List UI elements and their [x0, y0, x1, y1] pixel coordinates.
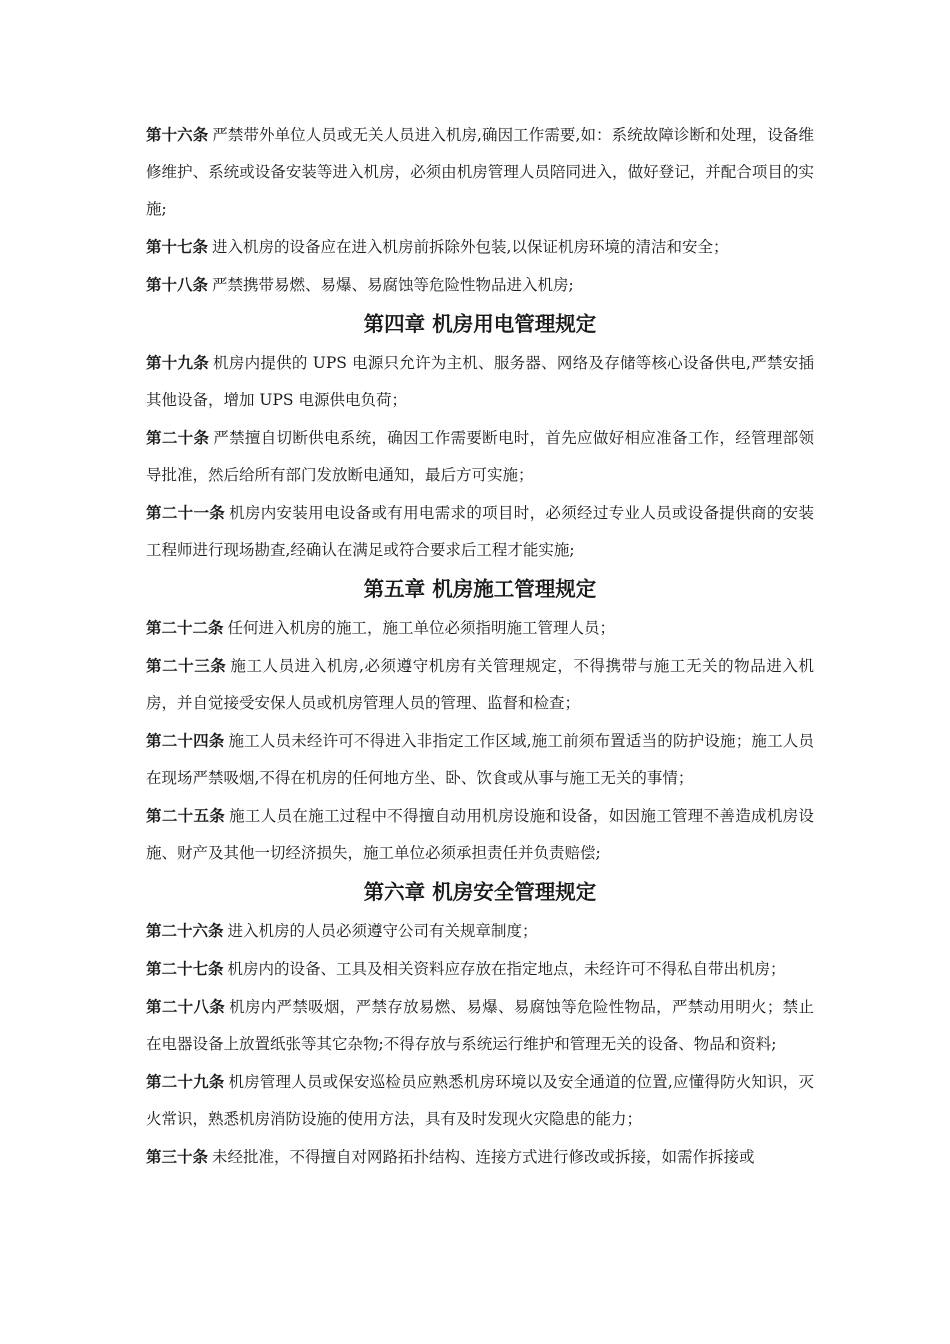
article-text: 施工人员进入机房,必须遵守机房有关管理规定，不得携带与施工无关的物品进入机房，并自觉接受安保人员或机房管理人员的管理、监督和检查； [146, 657, 814, 712]
chapter-4-heading: 第四章 机房用电管理规定 [363, 312, 597, 336]
article-17 [146, 228, 814, 266]
article-text: 未经批准，不得擅自对网路拓扑结构、连接方式进行修改或拆接，如需作拆接或 [212, 1148, 755, 1166]
article-text: 严禁擅自切断供电系统，确因工作需要断电时，首先应做好相应准备工作，经管理部领导批准，然后给所有部门发放断电通知，最后方可实施； [146, 429, 814, 484]
article-number: 第二十四条 [146, 731, 225, 750]
article-text: 机房内的设备、工具及相关资料应存放在指定地点，未经许可不得私自带出机房； [227, 960, 786, 978]
article-number: 第十七条 [146, 237, 209, 256]
article-text: 施工人员未经许可不得进入非指定工作区域,施工前须布置适当的防护设施；施工人员在现场严禁吸烟,不得在机房的任何地方坐、卧、饮食或从事与施工无关的事情； [146, 732, 814, 787]
article-27 [146, 950, 814, 988]
article-24 [146, 722, 814, 797]
article-26 [146, 912, 814, 950]
article-16 [146, 116, 814, 228]
article-text: 机房内安装用电设备或有用电需求的项目时，必须经过专业人员或设备提供商的安装工程师进行现场勘查,经确认在满足或符合要求后工程才能实施; [146, 504, 814, 559]
article-text: 机房内提供的 UPS 电源只允许为主机、服务器、网络及存储等核心设备供电,严禁安插其他设备，增加 UPS 电源供电负荷； [146, 354, 814, 409]
article-number: 第十六条 [146, 125, 209, 144]
article-text: 严禁携带易燃、易爆、易腐蚀等危险性物品进入机房; [212, 276, 574, 294]
article-number: 第二十三条 [146, 656, 227, 675]
article-number: 第二十九条 [146, 1072, 225, 1091]
article-25 [146, 797, 814, 872]
article-number: 第二十一条 [146, 503, 226, 522]
article-text: 进入机房的人员必须遵守公司有关规章制度； [227, 922, 538, 940]
article-19 [146, 344, 814, 419]
article-text: 机房内严禁吸烟，严禁存放易燃、易爆、易腐蚀等危险性物品，严禁动用明火；禁止在电器设备上放置纸张等其它杂物;不得存放与系统运行维护和管理无关的设备、物品和资料; [146, 998, 814, 1053]
document-body [146, 116, 814, 1176]
article-text: 机房管理人员或保安巡检员应熟悉机房环境以及安全通道的位置,应懂得防火知识，灭火常识，熟悉机房消防设施的使用方法，具有及时发现火灾隐患的能力； [146, 1073, 814, 1128]
article-29 [146, 1063, 814, 1138]
article-18 [146, 266, 814, 304]
article-text: 严禁带外单位人员或无关人员进入机房,确因工作需要,如：系统故障诊断和处理，设备维修维护、系统或设备安装等进入机房，必须由机房管理人员陪同进入，做好登记，并配合项目的实施; [146, 126, 814, 218]
article-23 [146, 647, 814, 722]
article-number: 第三十条 [146, 1147, 209, 1166]
article-number: 第十九条 [146, 353, 210, 372]
article-20 [146, 419, 814, 494]
article-number: 第二十二条 [146, 618, 224, 637]
article-text: 施工人员在施工过程中不得擅自动用机房设施和设备，如因施工管理不善造成机房设施、财产及其他一切经济损失，施工单位必须承担责任并负责赔偿; [146, 807, 814, 862]
article-number: 第二十六条 [146, 921, 224, 940]
article-22 [146, 609, 814, 647]
article-28 [146, 988, 814, 1063]
article-number: 第二十八条 [146, 997, 226, 1016]
article-21 [146, 494, 814, 569]
article-number: 第二十五条 [146, 806, 226, 825]
article-text: 进入机房的设备应在进入机房前拆除外包装,以保证机房环境的清洁和安全； [212, 238, 729, 256]
chapter-5-heading: 第五章 机房施工管理规定 [363, 577, 597, 601]
chapter-6-heading: 第六章 机房安全管理规定 [363, 880, 597, 904]
article-text: 任何进入机房的施工，施工单位必须指明施工管理人员； [227, 619, 616, 637]
article-number: 第二十条 [146, 428, 210, 447]
article-30 [146, 1138, 814, 1176]
article-number: 第二十七条 [146, 959, 224, 978]
article-number: 第十八条 [146, 275, 209, 294]
